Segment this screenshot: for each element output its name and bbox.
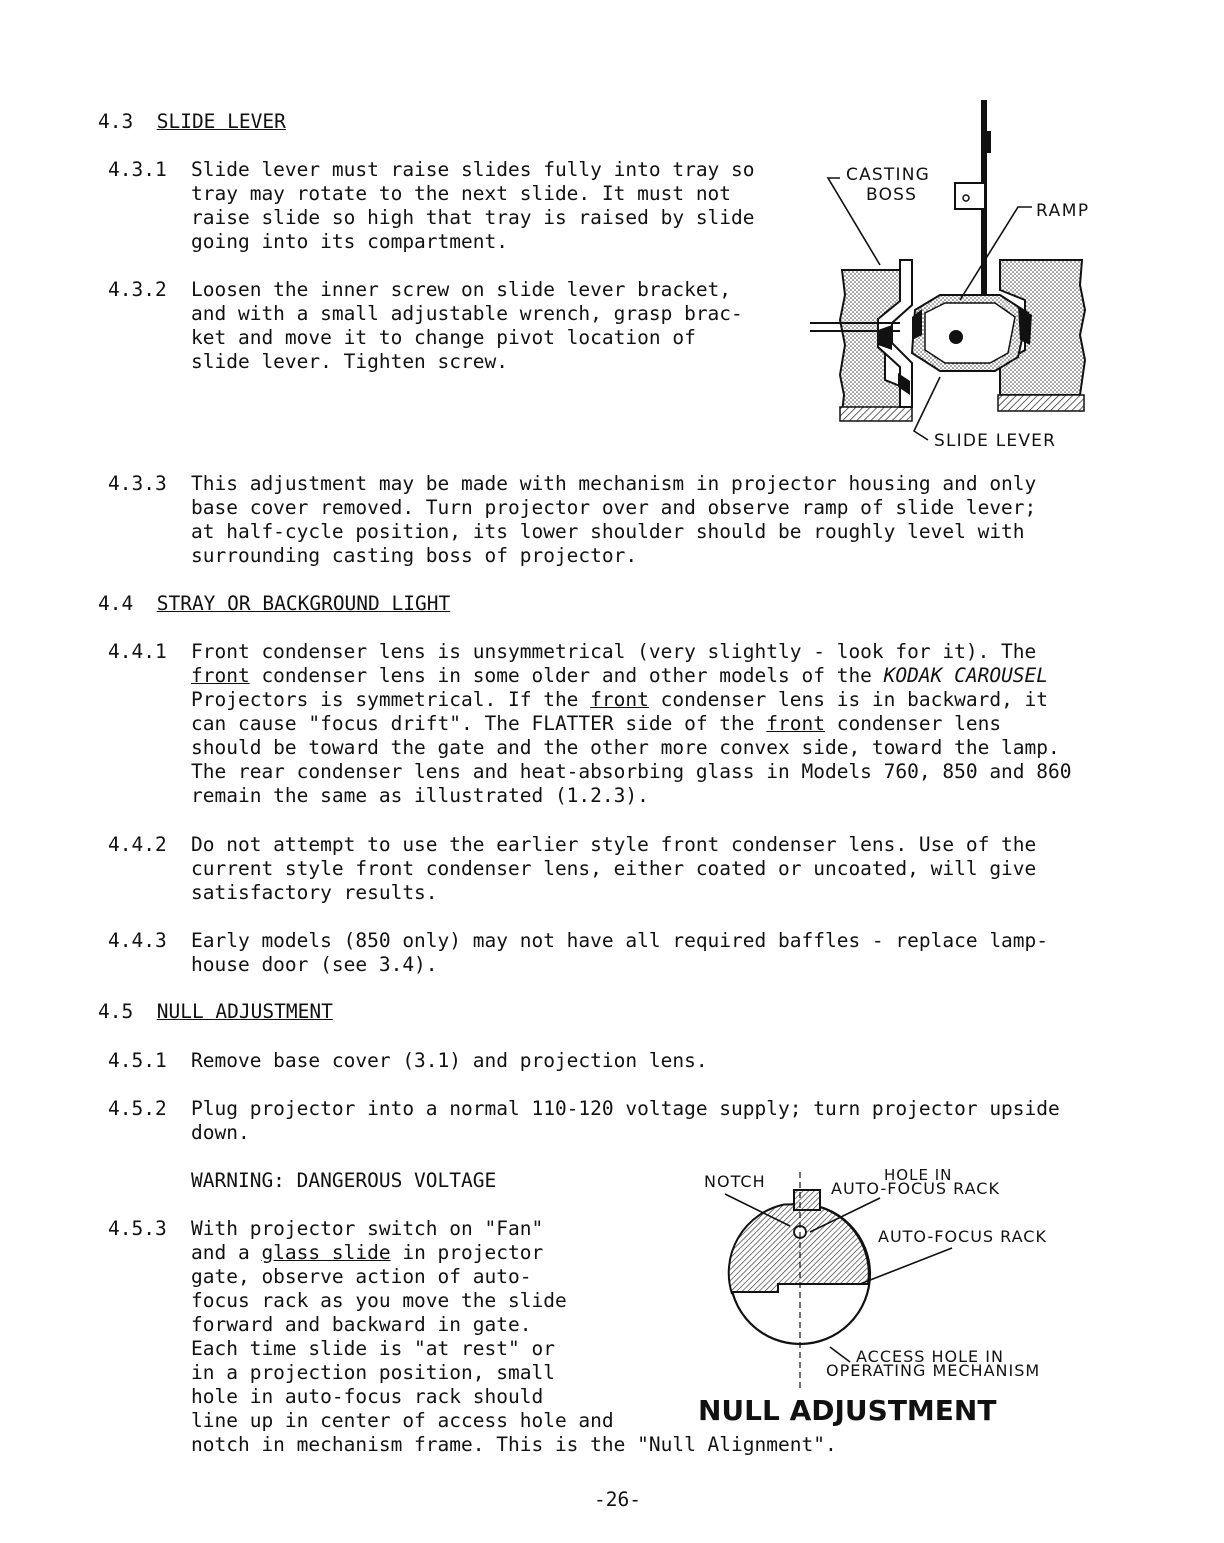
emphasis-front: front — [191, 664, 250, 687]
text-line: down. — [191, 1121, 250, 1144]
paragraph-number: 4.3.1 — [108, 158, 167, 181]
section-number: 4.4 — [98, 592, 134, 615]
hole-label-line2: AUTO-FOCUS RACK — [831, 1179, 1000, 1198]
text-line: surrounding casting boss of projector. — [191, 544, 638, 567]
access-leader — [830, 1347, 850, 1362]
paragraph-number: 4.4.1 — [108, 640, 167, 663]
text-line: The rear condenser lens and heat-absorbing glass in Models 760, 850 and 860 — [191, 760, 1072, 783]
access-label-line2: OPERATING MECHANISM — [826, 1361, 1041, 1380]
text-line: remain the same as illustrated (1.2.3). — [191, 784, 649, 807]
paragraph-4-4-3 — [191, 929, 1048, 977]
section-number: 4.3 — [98, 110, 134, 133]
text-line: slide lever. Tighten screw. — [191, 350, 508, 373]
paragraph-number: 4.3.2 — [108, 278, 167, 301]
section-4-5-heading — [98, 1000, 333, 1024]
paragraph-number: 4.3.3 — [108, 472, 167, 495]
section-title: NULL ADJUSTMENT — [156, 1000, 333, 1023]
figure-title: NULL ADJUSTMENT — [698, 1394, 997, 1427]
text-line: Loosen the inner screw on slide lever bracket, — [191, 278, 732, 301]
paragraph-4-3-2 — [191, 278, 743, 374]
text-line — [191, 712, 1072, 736]
text-line: Do not attempt to use the earlier style front condenser lens. Use of the — [191, 833, 1037, 856]
slide-lever-label: SLIDE LEVER — [934, 431, 1057, 451]
text-run: in projector — [390, 1241, 544, 1264]
text-run: condenser lens is in backward, it — [648, 688, 1049, 711]
text-line: current style front condenser lens, either coated or uncoated, will give — [191, 857, 1037, 880]
auto-focus-rack — [729, 1204, 869, 1294]
text-line: gate, observe action of auto- — [191, 1265, 532, 1288]
section-title: STRAY OR BACKGROUND LIGHT — [156, 592, 451, 615]
text-line: line up in center of access hole and — [191, 1409, 614, 1432]
paragraph-number: 4.5.1 — [108, 1049, 167, 1072]
text-line: at half-cycle position, its lower shoulder should be roughly level with — [191, 520, 1025, 543]
brand-name: KODAK CAROUSEL — [883, 664, 1049, 687]
notch-label: NOTCH — [704, 1172, 766, 1191]
paragraph-4-3-1 — [191, 158, 755, 254]
emphasis-front: front — [590, 688, 649, 711]
text-line: house door (see 3.4). — [191, 953, 438, 976]
text-line: notch in mechanism frame. This is the "Null Alignment". — [191, 1433, 837, 1456]
hole-label-line1: HOLE IN — [884, 1166, 953, 1184]
rack-label: AUTO-FOCUS RACK — [878, 1227, 1047, 1246]
emphasis-glass-slide: glass slide — [261, 1241, 391, 1264]
text-line: satisfactory results. — [191, 881, 438, 904]
access-label-line1: ACCESS HOLE IN — [856, 1347, 1004, 1366]
paragraph-number: 4.4.3 — [108, 929, 167, 952]
paragraph-number: 4.4.2 — [108, 833, 167, 856]
text-run: condenser lens — [824, 712, 1002, 735]
text-line: in a projection position, small — [191, 1361, 555, 1384]
text-line: hole in auto-focus rack should — [191, 1385, 544, 1408]
text-line: tray may rotate to the next slide. It must not — [191, 182, 732, 205]
text-line — [191, 688, 1072, 712]
slide-lever-figure — [800, 95, 1100, 460]
text-line — [191, 664, 1072, 688]
section-number: 4.5 — [98, 1000, 134, 1023]
paragraph-4-5-2 — [191, 1097, 1060, 1145]
paragraph-4-4-1 — [191, 640, 1072, 808]
right-base-hatch — [998, 395, 1084, 411]
paragraph-number: 4.5.2 — [108, 1097, 167, 1120]
lever-face — [925, 303, 1015, 363]
ramp-label: RAMP — [1036, 201, 1090, 221]
null-adjustment-figure — [690, 1162, 1070, 1432]
section-4-3-heading — [98, 110, 286, 134]
notch-tab — [794, 1190, 820, 1210]
text-run: and a — [191, 1241, 262, 1264]
lever-pivot — [949, 330, 963, 344]
text-line: Slide lever must raise slides fully into tray so — [191, 158, 755, 181]
boss-label: BOSS — [866, 185, 918, 205]
text-line: should be toward the gate and the other more convex side, toward the lamp. — [191, 736, 1060, 759]
text-line: raise slide so high that tray is raised by slide — [191, 206, 755, 229]
text-run: Projectors is symmetrical. If the — [191, 688, 591, 711]
text-line: This adjustment may be made with mechanism in projector housing and only — [191, 472, 1037, 495]
text-line: Front condenser lens is unsymmetrical (very slightly - look for it). The — [191, 640, 1037, 663]
rack-leader — [860, 1248, 952, 1284]
paragraph-4-3-3 — [191, 472, 1036, 568]
text-line: going into its compartment. — [191, 230, 508, 253]
section-4-4-heading — [98, 592, 450, 616]
text-run: condenser lens in some older and other models of the — [249, 664, 884, 687]
paragraph-4-5-1: Remove base cover (3.1) and projection lens. — [191, 1049, 708, 1072]
left-base-hatch — [840, 407, 912, 421]
text-line: Each time slide is "at rest" or — [191, 1337, 555, 1360]
text-line: Plug projector into a normal 110-120 voltage supply; turn projector upside — [191, 1097, 1060, 1120]
text-line: focus rack as you move the slide — [191, 1289, 567, 1312]
text-line: and with a small adjustable wrench, grasp brac- — [191, 302, 743, 325]
paragraph-4-4-2 — [191, 833, 1036, 905]
casting-label: CASTING — [846, 165, 930, 185]
text-line: base cover removed. Turn projector over and observe ramp of slide lever; — [191, 496, 1037, 519]
text-line: Early models (850 only) may not have all required baffles - replace lamp- — [191, 929, 1049, 952]
text-line: With projector switch on "Fan" — [191, 1217, 544, 1240]
shaft-block — [955, 183, 985, 209]
text-run: can cause "focus drift". The FLATTER side of the — [191, 712, 767, 735]
shaft-tab — [987, 131, 991, 153]
text-line: ket and move it to change pivot location of — [191, 326, 696, 349]
page-number: -26- — [594, 1488, 641, 1511]
section-title: SLIDE LEVER — [156, 110, 286, 133]
text-line: forward and backward in gate. — [191, 1313, 532, 1336]
warning-text: WARNING: DANGEROUS VOLTAGE — [191, 1169, 497, 1192]
paragraph-number: 4.5.3 — [108, 1217, 167, 1240]
emphasis-front: front — [766, 712, 825, 735]
lever-dark-left — [912, 309, 922, 340]
